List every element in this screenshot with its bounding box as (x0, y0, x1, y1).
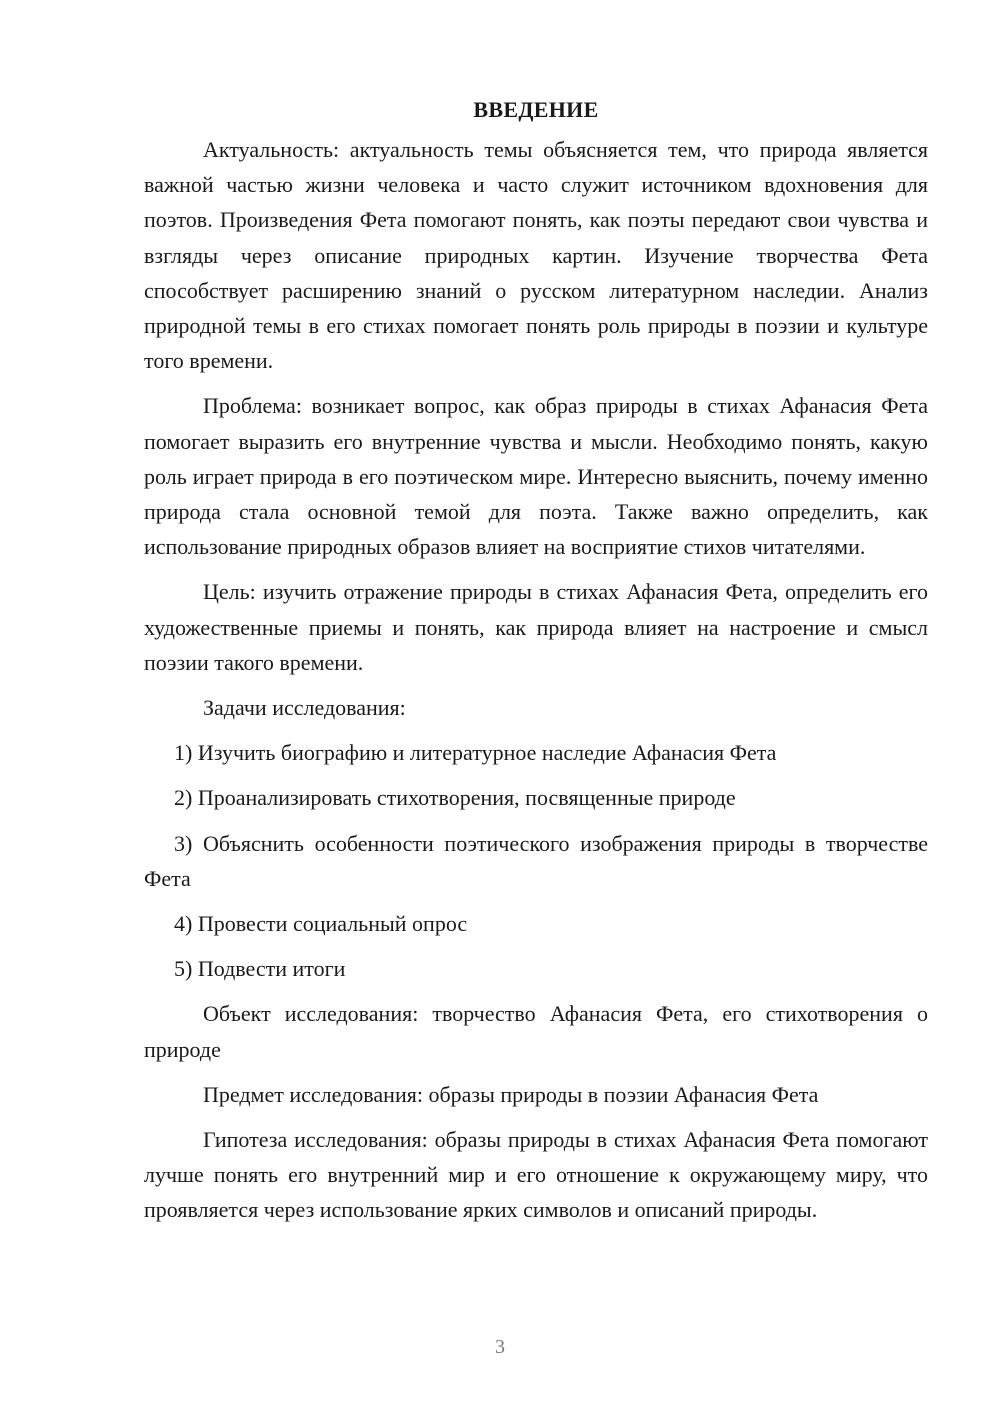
task-item: 3) Объяснить особенности поэтического изображения природы в творчестве Фета (144, 830, 928, 891)
problem-paragraph: Проблема: возникает вопрос, как образ природы в стихах Афанасия Фета помогает выразить его внутренние чувства и мысли. Необходимо понять, какую роль играет природа в его поэтическом мире. Интересно выяснить, почему именно природа стала основной темой для поэта. Также важно определить, как использование природных образов влияет на восприятие стихов читателями. (144, 393, 928, 560)
task-item: 2) Проанализировать стихотворения, посвященные природе (174, 785, 736, 811)
goal-paragraph: Цель: изучить отражение природы в стихах Афанасия Фета, определить его художественные приемы и понять, как природа влияет на настроение и смысл поэзии такого времени. (144, 579, 928, 675)
task-item: 4) Провести социальный опрос (174, 911, 468, 937)
hypothesis-paragraph: Гипотеза исследования: образы природы в стихах Афанасия Фета помогают лучше понять его внутренний мир и его отношение к окружающему миру, что проявляется через использование ярких символов и описаний природы. (144, 1127, 928, 1223)
subject-paragraph: Предмет исследования: образы природы в поэзии Афанасия Фета (203, 1081, 819, 1107)
object-paragraph: Объект исследования: творчество Афанасия Фета, его стихотворения о природе (144, 1001, 928, 1062)
task-item: 1) Изучить биографию и литературное наследие Афанасия Фета (174, 740, 777, 766)
section-heading: ВВЕДЕНИЕ (473, 97, 599, 122)
page-content (144, 92, 928, 1228)
tasks-list (144, 735, 928, 986)
tasks-heading: Задачи исследования: (203, 695, 406, 721)
page-number: 3 (495, 1336, 505, 1358)
task-item: 5) Подвести итоги (174, 956, 346, 982)
relevance-paragraph: Актуальность: актуальность темы объясняется тем, что природа является важной частью жизни человека и часто служит источником вдохновения для поэтов. Произведения Фета помогают понять, как поэты передают свои чувства и взгляды через описание природных картин. Изучение творчества Фета способствует расширению знаний о русском литературном наследии. Анализ природной темы в его стихах помогает понять роль природы в поэзии и культуре того времени. (144, 137, 928, 374)
